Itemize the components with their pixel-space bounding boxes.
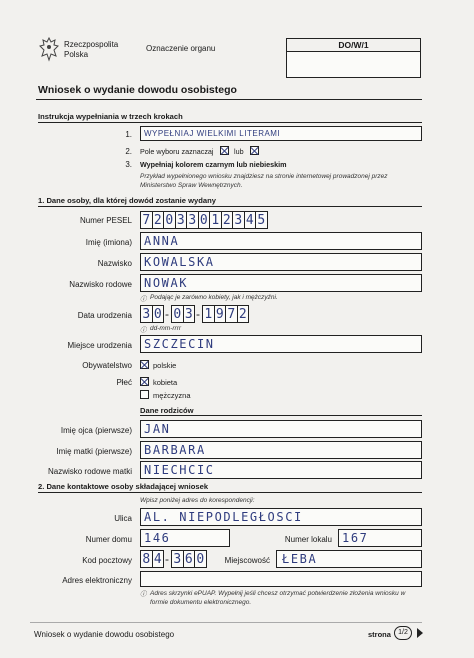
pesel-digit[interactable]: 3 [175, 211, 188, 229]
info-icon: ⓘ [140, 327, 147, 334]
step-2-or: lub [234, 147, 244, 156]
title-rule [36, 99, 422, 100]
surname-value: KOWALSKA [144, 255, 215, 269]
mother-family-label: Nazwisko rodowe matki [47, 467, 132, 476]
dob-hint: dd-mm-rrrr [150, 325, 182, 332]
step-3-text: Wypełniaj kolorem czarnym lub niebieskim [140, 160, 287, 169]
next-page-arrow-icon[interactable] [417, 628, 423, 638]
first-name-field[interactable] [140, 232, 422, 250]
instructions-note: Przykład wypełnionego wniosku znajdziesz na stronie internetowej prowadzonej przez Ministerstwo Spraw Wewnętrznych. [140, 173, 388, 189]
house-label: Numer domu [85, 535, 132, 544]
pesel-digit[interactable]: 7 [140, 211, 153, 229]
pesel-digit[interactable]: 2 [152, 211, 165, 229]
footer-title: Wniosek o wydanie dowodu osobistego [34, 630, 175, 639]
country-line2: Polska [64, 50, 89, 59]
street-value: AL. NIEPODLEGŁOSCI [144, 510, 303, 524]
info-icon: ⓘ [140, 591, 147, 598]
city-label: Miejscowość [224, 556, 270, 565]
dob-day-digit[interactable]: 3 [140, 305, 153, 323]
pesel-digit[interactable]: 3 [186, 211, 199, 229]
sex-female-label: kobieta [153, 378, 178, 387]
page-title: Wniosek o wydanie dowodu osobistego [38, 84, 237, 96]
sex-label: Płeć [116, 378, 132, 387]
father-field[interactable] [140, 420, 422, 438]
email-label: Adres elektroniczny [62, 576, 132, 585]
dob-year-digit[interactable]: 9 [214, 305, 227, 323]
first-name-value: ANNA [144, 234, 180, 248]
dob-month-digit[interactable]: 0 [171, 305, 184, 323]
postal-digit[interactable]: 6 [183, 550, 196, 568]
dob-year-digit[interactable]: 2 [237, 305, 250, 323]
step-3-num: 3. [125, 160, 132, 169]
dob-month-digit[interactable]: 3 [183, 305, 196, 323]
example-checkbox-1 [220, 146, 229, 155]
page-number: 1/2 [398, 629, 408, 636]
dob-day-digit[interactable]: 0 [152, 305, 165, 323]
sex-male-label: mężczyzna [153, 391, 191, 400]
email-field[interactable] [140, 571, 422, 587]
country-line1: Rzeczpospolita [64, 40, 119, 49]
step-1-num: 1. [125, 130, 132, 139]
sex-female-checkbox[interactable] [140, 377, 149, 386]
pesel-digit[interactable]: 4 [244, 211, 257, 229]
flat-value: 167 [342, 531, 369, 545]
country-name [64, 40, 118, 60]
postal-digit[interactable]: 4 [152, 550, 165, 568]
page-indicator [394, 626, 412, 640]
authority-label: Oznaczenie organu [146, 44, 216, 53]
pesel-digit[interactable]: 2 [221, 211, 234, 229]
dob-separator: - [165, 307, 169, 321]
family-name-label: Nazwisko rodowe [69, 280, 132, 289]
step-1-text: WYPEŁNIAJ WIELKIMI LITERAMI [144, 129, 281, 138]
address-hint: Wpisz poniżej adres do korespondencji: [140, 497, 255, 504]
footer-rule [30, 622, 422, 623]
family-name-value: NOWAK [144, 276, 189, 290]
citizenship-checkbox[interactable] [140, 360, 149, 369]
dob-year-digit[interactable]: 1 [202, 305, 215, 323]
mother-value: BARBARA [144, 443, 206, 457]
mother-family-value: NIECHCIC [144, 463, 215, 477]
sex-male-checkbox[interactable] [140, 390, 149, 399]
pesel-digit[interactable]: 1 [209, 211, 222, 229]
step-2-text: Pole wyboru zaznaczaj [140, 147, 214, 156]
postal-field[interactable] [140, 550, 206, 568]
birthplace-label: Miejsce urodzenia [67, 341, 132, 350]
form-code-box [286, 38, 421, 52]
pesel-label: Numer PESEL [79, 216, 132, 225]
postal-digit[interactable]: 3 [171, 550, 184, 568]
parents-heading: Dane rodziców [140, 406, 422, 416]
pesel-digit[interactable]: 3 [232, 211, 245, 229]
pesel-field[interactable] [140, 211, 267, 229]
eagle-emblem-icon [38, 36, 60, 62]
epuap-note: Adres skrzynki ePUAP. Wypełnij jeśli chcesz otrzymać potwierdzenie złożenia wniosku w formie dokumentu elektronicznego. [150, 590, 406, 606]
pesel-digit[interactable]: 0 [198, 211, 211, 229]
section1-title: 1. Dane osoby, dla której dowód zostanie wydany [38, 196, 422, 207]
mother-label: Imię matki (pierwsze) [56, 447, 132, 456]
postal-digit[interactable]: 8 [140, 550, 153, 568]
citizenship-value: polskie [153, 361, 177, 370]
birthplace-value: SZCZECIN [144, 337, 215, 351]
citizenship-label: Obywatelstwo [82, 361, 132, 370]
father-label: Imię ojca (pierwsze) [60, 426, 132, 435]
postal-label: Kod pocztowy [82, 556, 132, 565]
form-code: DO/W/1 [338, 40, 369, 50]
instructions-heading: Instrukcja wypełniania w trzech krokach [38, 112, 422, 123]
city-value: ŁEBA [282, 552, 318, 566]
first-name-label: Imię (imiona) [85, 238, 132, 247]
dob-field[interactable] [140, 305, 248, 323]
postal-digit[interactable]: 0 [194, 550, 207, 568]
section2-title: 2. Dane kontaktowe osoby składającej wniosek [38, 482, 422, 493]
street-label: Ulica [114, 514, 132, 523]
postal-separator: - [165, 552, 169, 566]
step-2-num: 2. [125, 147, 132, 156]
family-name-hint: Podając je zarówno kobiety, jak i mężczyźni. [150, 294, 278, 301]
authority-stamp-area [286, 52, 421, 78]
pesel-digit[interactable]: 5 [255, 211, 268, 229]
house-value: 146 [144, 531, 171, 545]
dob-separator: - [196, 307, 200, 321]
surname-label: Nazwisko [97, 259, 132, 268]
example-checkbox-2 [250, 146, 259, 155]
page-label: strona [368, 630, 391, 639]
dob-label: Data urodzenia [77, 311, 132, 320]
father-value: JAN [144, 422, 171, 436]
flat-label: Numer lokalu [284, 535, 332, 544]
dob-year-digit[interactable]: 7 [225, 305, 238, 323]
pesel-digit[interactable]: 0 [163, 211, 176, 229]
info-icon: ⓘ [140, 296, 147, 303]
